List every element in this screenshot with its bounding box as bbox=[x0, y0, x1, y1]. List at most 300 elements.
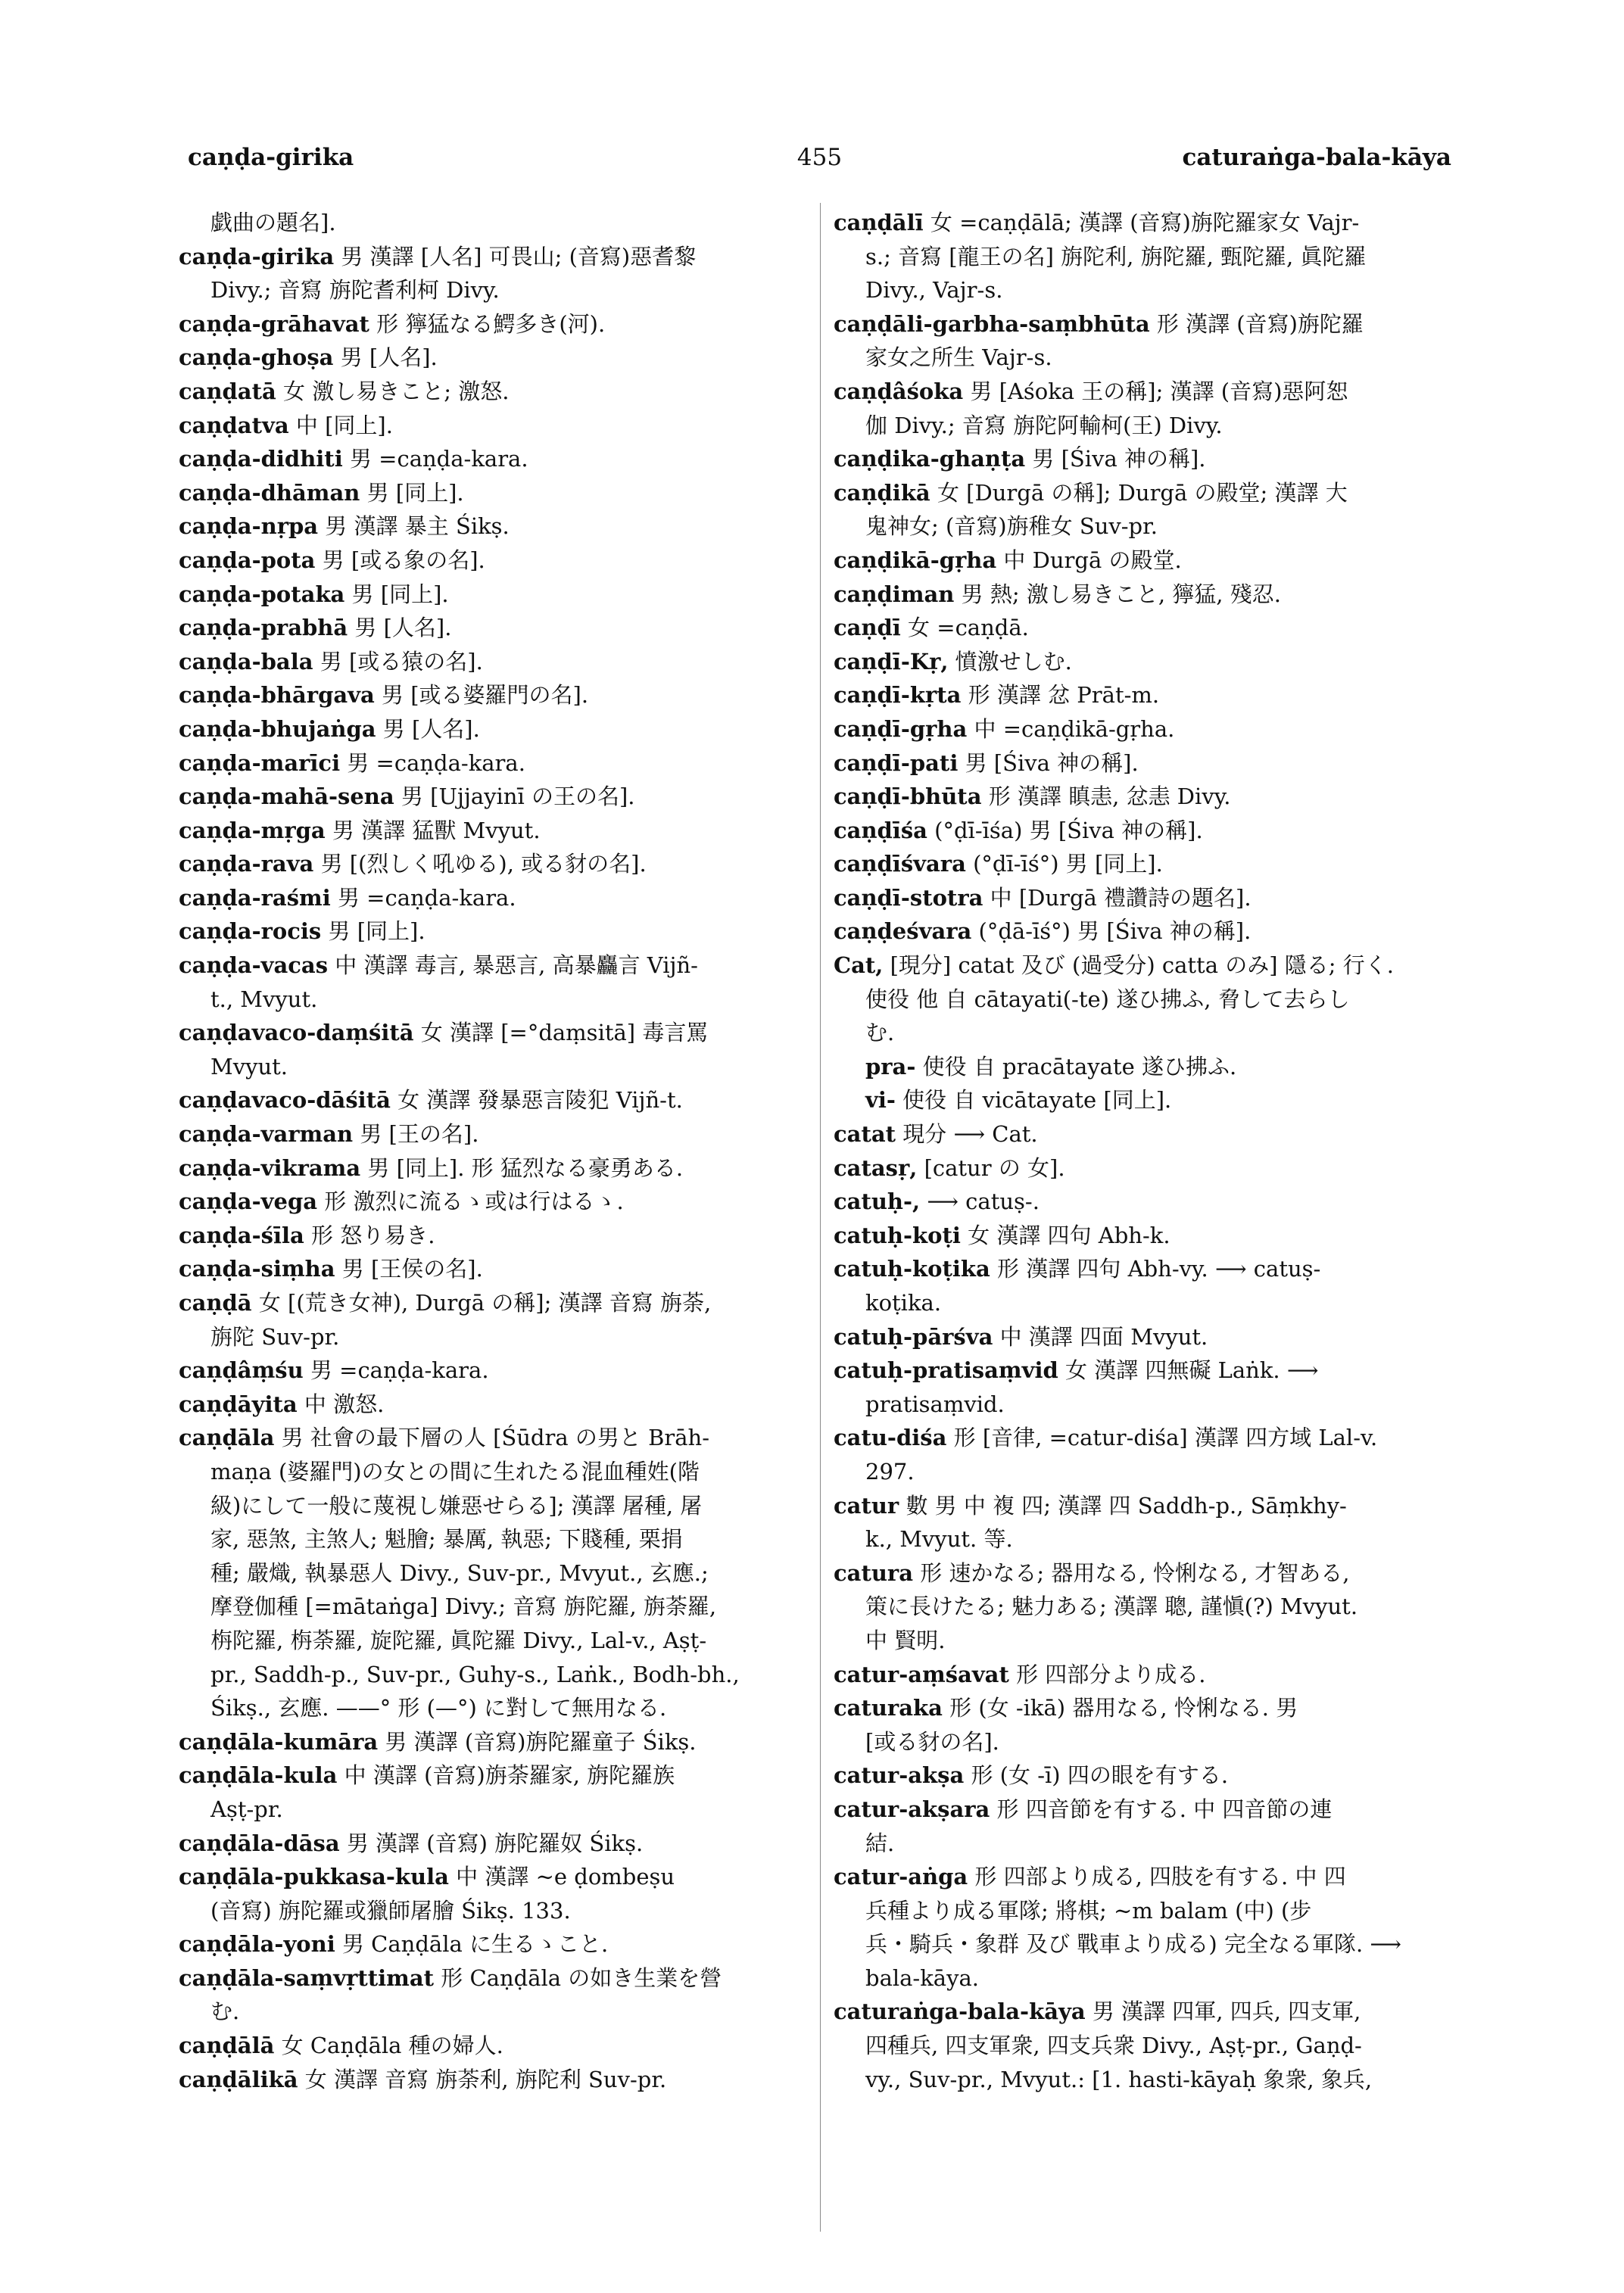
dictionary-entry bbox=[834, 814, 1454, 848]
entry-definition: 使役 自 vicātayate [同上]. bbox=[902, 1087, 1172, 1114]
entry-continuation bbox=[179, 1489, 803, 1523]
entry-definition: 女 [Durgā の稱]; Durgā の殿堂; 漢譯 大 bbox=[937, 479, 1348, 506]
entry-definition: 297. bbox=[865, 1458, 915, 1485]
dictionary-entry bbox=[834, 611, 1454, 645]
entry-headword: caṇḍavaco-dāśitā bbox=[179, 1087, 391, 1114]
entry-definition: s.; 音寫 [龍王の名] 旃陀利, 旃陀羅, 甄陀羅, 眞陀羅 bbox=[865, 243, 1367, 269]
dictionary-entry bbox=[179, 544, 803, 578]
dictionary-entry bbox=[834, 442, 1454, 476]
entry-definition: 中 [同上]. bbox=[295, 412, 393, 438]
entry-continuation bbox=[834, 1016, 1454, 1050]
dictionary-entry bbox=[179, 1827, 803, 1861]
dictionary-entry bbox=[179, 645, 803, 679]
dictionary-entry bbox=[834, 1252, 1454, 1286]
entry-definition: 男 [Śiva 神の稱]. bbox=[1032, 446, 1206, 472]
entry-headword: caṇḍa-marīci bbox=[179, 749, 341, 776]
entry-continuation bbox=[834, 1827, 1454, 1861]
header-right-guideword: caturaṅga-bala-kāya bbox=[1182, 144, 1451, 171]
entry-definition: 形 速かなる; 器用なる, 怜悧なる, 才智ある, bbox=[920, 1559, 1350, 1586]
entry-definition: 女 =caṇḍālā; 漢譯 (音寫)旃陀羅家女 Vajr- bbox=[930, 210, 1360, 235]
dictionary-entry bbox=[834, 780, 1454, 814]
dictionary-entry bbox=[179, 814, 803, 848]
entry-definition: 形 [音律, =catur-diśa] 漢譯 四方域 Lal-v. bbox=[953, 1425, 1378, 1451]
entry-definition: [catur の 女]. bbox=[924, 1154, 1065, 1181]
dictionary-entry bbox=[834, 712, 1454, 746]
entry-headword: caṇḍāla-pukkasa-kula bbox=[179, 1864, 449, 1890]
entry-definition: 男 [人名]. bbox=[340, 344, 438, 371]
entry-continuation bbox=[179, 1658, 803, 1692]
entry-headword: catu-diśa bbox=[834, 1425, 947, 1451]
dictionary-entry bbox=[834, 914, 1454, 949]
entry-definition: koṭika. bbox=[865, 1290, 942, 1316]
entry-definition: 男 [Ujjayinī の王の名]. bbox=[401, 784, 635, 810]
dictionary-entry bbox=[179, 578, 803, 612]
entry-continuation bbox=[179, 983, 803, 1017]
entry-definition: 男 漢譯 (音寫) 旃陀羅奴 Śikṣ. bbox=[346, 1830, 644, 1856]
entry-definition: 形 獰猛なる鰐多き(河). bbox=[376, 310, 606, 337]
entry-definition: [或る豺の名]. bbox=[865, 1728, 999, 1755]
dictionary-entry bbox=[179, 746, 803, 780]
entry-continuation bbox=[834, 1522, 1454, 1556]
entry-definition: む. bbox=[865, 1020, 895, 1046]
entry-continuation bbox=[834, 1455, 1454, 1489]
entry-definition: 男 [同上]. bbox=[366, 479, 464, 506]
entry-headword: caṇḍa-vega bbox=[179, 1189, 318, 1215]
entry-definition: 男 [或る象の名]. bbox=[322, 547, 485, 573]
entry-definition: vy., Suv-pr., Mvyut.: [1. hasti-kāyaḥ 象衆, 象兵, bbox=[865, 2066, 1373, 2092]
dictionary-entry bbox=[834, 949, 1454, 983]
entry-continuation bbox=[179, 1556, 803, 1590]
entry-definition: (°ḍī-īśa) 男 [Śiva 神の稱]. bbox=[934, 817, 1203, 843]
entry-headword: catasṛ, bbox=[834, 1154, 918, 1181]
dictionary-entry bbox=[834, 1219, 1454, 1253]
entry-headword: caṇḍeśvara bbox=[834, 918, 972, 945]
entry-definition: 中 漢譯 四面 Mvyut. bbox=[999, 1323, 1208, 1350]
dictionary-entry bbox=[179, 409, 803, 443]
entry-headword: caṇḍavaco-daṃśitā bbox=[179, 1020, 414, 1046]
entry-definition: 使役 他 自 cātayati(-te) 遂ひ拂ふ, 脅して去らし bbox=[865, 986, 1350, 1012]
entry-continuation bbox=[179, 1455, 803, 1489]
entry-definition: 形 漢譯 四句 Abh-vy. ⟶ catuṣ- bbox=[997, 1256, 1321, 1282]
dictionary-entry bbox=[179, 375, 803, 409]
entry-continuation bbox=[834, 1927, 1454, 1961]
entry-definition: 兵・騎兵・象群 及び 戰車より成る) 完全なる軍隊. ⟶ bbox=[865, 1931, 1401, 1958]
entry-headword: caṇḍa-girika bbox=[179, 243, 335, 269]
dictionary-entry bbox=[179, 712, 803, 746]
entry-continuation bbox=[179, 206, 803, 240]
dictionary-entry bbox=[834, 307, 1454, 341]
entry-definition: 數 男 中 複 四; 漢譯 四 Saddh-p., Sāṃkhy- bbox=[906, 1492, 1347, 1519]
entry-definition: 男 [或る婆羅門の名]. bbox=[382, 682, 589, 709]
entry-definition: t., Mvyut. bbox=[210, 986, 318, 1012]
entry-definition: 兵種より成る軍隊; 將棋; ∼m balam (中) (步 bbox=[865, 1897, 1312, 1924]
dictionary-entry bbox=[179, 1016, 803, 1050]
entry-headword: caṇḍī-Kṛ, bbox=[834, 648, 949, 675]
entry-headword: caṇḍī-stotra bbox=[834, 884, 983, 911]
dictionary-entry bbox=[179, 611, 803, 645]
entry-definition: bala-kāya. bbox=[865, 1964, 979, 1991]
entry-definition: 男 =caṇḍa-kara. bbox=[349, 446, 528, 472]
entry-headword: catur-aṅga bbox=[834, 1864, 968, 1890]
entry-continuation bbox=[834, 273, 1454, 307]
entry-continuation bbox=[834, 509, 1454, 544]
dictionary-entry bbox=[179, 914, 803, 949]
entry-headword: caṇḍa-bhujaṅga bbox=[179, 715, 376, 742]
entry-definition: 女 =caṇḍā. bbox=[908, 615, 1029, 641]
entry-headword: caṇḍāla-dāsa bbox=[179, 1830, 340, 1856]
entry-definition: 男 [(烈しく吼ゆる), 或る豺の名]. bbox=[320, 851, 647, 877]
entry-continuation bbox=[179, 1590, 803, 1624]
dictionary-entry bbox=[179, 2063, 803, 2097]
entry-definition: 中 Durgā の殿堂. bbox=[1003, 547, 1182, 573]
entry-definition: 男 =caṇḍa-kara. bbox=[337, 884, 516, 911]
dictionary-entry bbox=[179, 1117, 803, 1151]
entry-definition: Mvyut. bbox=[210, 1053, 288, 1080]
entry-definition: 使役 自 pracātayate 遂ひ拂ふ. bbox=[922, 1053, 1237, 1080]
dictionary-entry bbox=[834, 1117, 1454, 1151]
dictionary-entry bbox=[179, 1388, 803, 1422]
dictionary-entry bbox=[834, 1860, 1454, 1894]
entry-headword: catur-akṣa bbox=[834, 1762, 965, 1789]
entry-definition: 男 社會の最下層の人 [Śūdra の男と Brāh- bbox=[281, 1425, 710, 1451]
entry-definition: 伽 Divy.; 音寫 旃陀阿輸柯(王) Divy. bbox=[865, 412, 1223, 438]
dictionary-entry bbox=[179, 1759, 803, 1793]
entry-definition: 女 漢譯 發暴惡言陵犯 Vijñ-t. bbox=[397, 1087, 683, 1114]
entry-definition: 男 [人名]. bbox=[382, 715, 480, 742]
entry-headword: caturaka bbox=[834, 1695, 943, 1721]
entry-definition: 形 四部より成る, 四肢を有する. 中 四 bbox=[974, 1864, 1346, 1890]
entry-headword: caṇḍāla-yoni bbox=[179, 1931, 335, 1958]
dictionary-entry bbox=[179, 780, 803, 814]
dictionary-entry bbox=[834, 1489, 1454, 1523]
entry-definition: 中 賢明. bbox=[865, 1627, 946, 1653]
entry-definition: 憤激せしむ. bbox=[955, 648, 1072, 675]
entry-continuation bbox=[179, 1624, 803, 1658]
dictionary-entry bbox=[179, 476, 803, 510]
entry-definition: 男 [Śiva 神の稱]. bbox=[965, 749, 1139, 776]
entry-continuation bbox=[834, 341, 1454, 375]
entry-definition: 男 漢譯 四軍, 四兵, 四支軍, bbox=[1092, 1999, 1361, 2025]
entry-definition: 男 =caṇḍa-kara. bbox=[347, 749, 525, 776]
entry-definition: Śikṣ., 玄應. ——° 形 (—°) に對して無用なる. bbox=[210, 1695, 667, 1721]
dictionary-entry bbox=[179, 341, 803, 375]
entry-definition: 現分 ⟶ Cat. bbox=[902, 1121, 1038, 1148]
entry-continuation bbox=[834, 409, 1454, 443]
entry-headword: caṇḍikā bbox=[834, 479, 930, 506]
right-column bbox=[834, 206, 1454, 2096]
dictionary-entry bbox=[179, 1286, 803, 1320]
entry-headword: caṇḍika-ghaṇṭa bbox=[834, 446, 1026, 472]
entry-definition: 中 =caṇḍikā-gṛha. bbox=[974, 715, 1175, 742]
entry-headword: caṇḍa-prabhā bbox=[179, 615, 348, 641]
dictionary-entry bbox=[179, 1421, 803, 1455]
entry-headword: caṇḍālī bbox=[834, 210, 924, 235]
entry-continuation bbox=[179, 1894, 803, 1928]
entry-headword: caṇḍāla-kula bbox=[179, 1762, 338, 1789]
entry-definition: 男 [同上]. bbox=[328, 918, 425, 945]
entry-definition: Divy.; 音寫 旃陀耆利柯 Divy. bbox=[210, 277, 500, 304]
entry-definition: 男 漢譯 暴主 Śikṣ. bbox=[325, 513, 510, 540]
entry-continuation bbox=[179, 1522, 803, 1556]
entry-definition: 男 Caṇḍāla に生るゝこと. bbox=[341, 1931, 609, 1958]
dictionary-entry bbox=[834, 847, 1454, 881]
entry-headword: caṇḍālā bbox=[179, 2033, 275, 2059]
entry-headword: caṇḍa-rava bbox=[179, 851, 314, 877]
entry-headword: caṇḍīśa bbox=[834, 817, 927, 843]
entry-headword: catuḥ-koṭi bbox=[834, 1222, 961, 1248]
entry-definition: k., Mvyut. 等. bbox=[865, 1526, 1013, 1553]
entry-headword: caṇḍa-bhārgava bbox=[179, 682, 375, 709]
entry-headword: Cat, bbox=[834, 952, 884, 979]
entry-headword: caṇḍa-nṛpa bbox=[179, 513, 319, 540]
entry-definition: 形 漢譯 忿 Prāt-m. bbox=[968, 682, 1160, 709]
dictionary-entry bbox=[179, 1860, 803, 1894]
dictionary-entry bbox=[834, 881, 1454, 915]
entry-definition: む. bbox=[210, 1999, 240, 2025]
entry-definition: 種; 嚴熾, 執暴惡人 Divy., Suv-pr., Mvyut., 玄應.; bbox=[210, 1559, 709, 1586]
entry-headword: caṇḍa-ghoṣa bbox=[179, 344, 334, 371]
entry-definition: 形 怒り易き. bbox=[311, 1222, 435, 1248]
entry-headword: caṇḍâṃśu bbox=[179, 1357, 304, 1384]
dictionary-entry bbox=[179, 881, 803, 915]
header-left-guideword: caṇḍa-girika bbox=[188, 144, 354, 171]
entry-headword: caturaṅga-bala-kāya bbox=[834, 1999, 1086, 2025]
entry-definition: 中 漢譯 毒言, 暴惡言, 高暴麤言 Vijñ- bbox=[335, 952, 698, 979]
entry-definition: 女 激し易きこと; 激怒. bbox=[283, 378, 510, 404]
entry-headword: pra- bbox=[865, 1053, 916, 1080]
entry-definition: 男 [或る猿の名]. bbox=[320, 648, 483, 675]
entry-headword: catuḥ-pratisaṃvid bbox=[834, 1357, 1058, 1384]
entry-definition: 戯曲の題名]. bbox=[210, 210, 336, 235]
entry-headword: caṇḍāla bbox=[179, 1425, 275, 1451]
dictionary-entry bbox=[179, 949, 803, 983]
entry-headword: caṇḍa-mahā-sena bbox=[179, 784, 394, 810]
dictionary-entry bbox=[179, 1725, 803, 1759]
entry-definition: 鬼神女; (音寫)旃稚女 Suv-pr. bbox=[865, 513, 1158, 540]
dictionary-entry bbox=[834, 1421, 1454, 1455]
entry-definition: 形 漢譯 (音寫)旃陀羅 bbox=[1156, 310, 1364, 337]
entry-headword: caṇḍāli-garbha-saṃbhūta bbox=[834, 310, 1150, 337]
entry-definition: 男 [Aśoka 王の稱]; 漢譯 (音寫)惡阿恕 bbox=[970, 378, 1348, 404]
entry-headword: caṇḍā bbox=[179, 1290, 252, 1316]
entry-definition: pratisaṃvid. bbox=[865, 1391, 1005, 1417]
entry-definition: 形 激烈に流るゝ或は行はるゝ. bbox=[324, 1189, 624, 1215]
dictionary-entry bbox=[834, 544, 1454, 578]
dictionary-entry bbox=[179, 240, 803, 274]
entry-headword: caṇḍiman bbox=[834, 581, 955, 607]
dictionary-entry bbox=[834, 206, 1454, 240]
left-column bbox=[179, 206, 803, 2096]
dictionary-entry bbox=[834, 1151, 1454, 1185]
dictionary-entry bbox=[834, 1354, 1454, 1388]
entry-definition: 男 漢譯 [人名] 可畏山; (音寫)惡耆黎 bbox=[341, 243, 697, 269]
dictionary-entry bbox=[179, 1185, 803, 1219]
entry-continuation bbox=[834, 1725, 1454, 1759]
dictionary-entry bbox=[179, 678, 803, 712]
entry-headword: caṇḍa-potaka bbox=[179, 581, 345, 607]
entry-continuation bbox=[834, 1388, 1454, 1422]
entry-headword: caṇḍālikā bbox=[179, 2066, 298, 2092]
entry-headword: caṇḍikā-gṛha bbox=[834, 547, 997, 573]
dictionary-entry bbox=[179, 1083, 803, 1117]
dictionary-entry bbox=[834, 1185, 1454, 1219]
entry-continuation bbox=[179, 1995, 803, 2029]
entry-definition: 級)にして一般に蔑視し嫌惡せらる]; 漢譯 屠種, 屠 bbox=[210, 1492, 703, 1519]
entry-definition: 女 漢譯 音寫 旃荼利, 旃陀利 Suv-pr. bbox=[304, 2066, 667, 2092]
dictionary-entry bbox=[834, 375, 1454, 409]
entry-headword: catat bbox=[834, 1121, 896, 1148]
dictionary-entry bbox=[179, 1252, 803, 1286]
entry-definition: [現分] catat 及び (過受分) catta のみ] 隱る; 行く. bbox=[890, 952, 1394, 979]
entry-headword: catura bbox=[834, 1559, 913, 1586]
entry-definition: 家, 惡煞, 主煞人; 魁膾; 暴厲, 執惡; 下賤種, 栗捐 bbox=[210, 1526, 683, 1553]
entry-headword: catur-akṣara bbox=[834, 1796, 990, 1822]
entry-headword: caṇḍī-kṛta bbox=[834, 682, 962, 709]
entry-definition: maṇa (婆羅門)の女との間に生れたる混血種姓(階 bbox=[210, 1458, 700, 1485]
entry-headword: caṇḍī-gṛha bbox=[834, 715, 968, 742]
entry-definition: Divy., Vajr-s. bbox=[865, 277, 1003, 304]
entry-definition: 中 漢譯 ∼e ḍombeṣu bbox=[456, 1864, 675, 1890]
entry-definition: 男 =caṇḍa-kara. bbox=[310, 1357, 489, 1384]
entry-definition: 形 四部分より成る. bbox=[1016, 1661, 1206, 1687]
entry-continuation bbox=[834, 1624, 1454, 1658]
entry-definition: 中 漢譯 (音寫)旃荼羅家, 旃陀羅族 bbox=[344, 1762, 675, 1789]
entry-continuation bbox=[834, 240, 1454, 274]
entry-continuation bbox=[834, 1961, 1454, 1995]
entry-headword: caṇḍāla-saṃvṛttimat bbox=[179, 1964, 435, 1991]
entry-continuation bbox=[179, 273, 803, 307]
dictionary-entry bbox=[179, 509, 803, 544]
dictionary-entry bbox=[179, 847, 803, 881]
entry-definition: 男 [王の名]. bbox=[360, 1121, 479, 1148]
page-header bbox=[188, 135, 1451, 180]
entry-continuation bbox=[834, 1590, 1454, 1624]
entry-definition: 男 漢譯 (音寫)旃陀羅童子 Śikṣ. bbox=[385, 1728, 697, 1755]
entry-definition: ⟶ catuṣ-. bbox=[927, 1189, 1040, 1215]
entry-headword: caṇḍa-mṛga bbox=[179, 817, 326, 843]
entry-definition: 形 四音節を有する. 中 四音節の連 bbox=[996, 1796, 1333, 1822]
entry-definition: Aṣṭ-pr. bbox=[210, 1796, 283, 1822]
dictionary-entry bbox=[179, 1961, 803, 1995]
page-number: 455 bbox=[796, 144, 843, 171]
entry-definition: 中 激怒. bbox=[304, 1391, 385, 1417]
entry-definition: 結. bbox=[865, 1830, 895, 1856]
dictionary-entry bbox=[834, 678, 1454, 712]
entry-definition: 摩登伽種 [=mātaṅga] Divy.; 音寫 旃陀羅, 旃荼羅, bbox=[210, 1594, 717, 1620]
entry-headword: caṇḍa-rocis bbox=[179, 918, 322, 945]
dictionary-entry bbox=[834, 1083, 1454, 1117]
entry-definition: 策に長けたる; 魅力ある; 漢譯 聰, 謹愼(?) Mvyut. bbox=[865, 1594, 1358, 1620]
entry-definition: 男 漢譯 猛獸 Mvyut. bbox=[332, 817, 541, 843]
dictionary-entry bbox=[834, 1556, 1454, 1590]
entry-headword: catuḥ-, bbox=[834, 1189, 921, 1215]
entry-headword: caṇḍatva bbox=[179, 412, 289, 438]
dictionary-entry bbox=[179, 1219, 803, 1253]
column-divider bbox=[820, 203, 821, 2232]
entry-continuation bbox=[179, 1793, 803, 1827]
entry-definition: 形 漢譯 瞋恚, 忿恚 Divy. bbox=[988, 784, 1231, 810]
entry-definition: 男 [同上]. 形 猛烈なる豪勇ある. bbox=[367, 1154, 684, 1181]
dictionary-entry bbox=[179, 307, 803, 341]
dictionary-entry bbox=[834, 1759, 1454, 1793]
dictionary-entry bbox=[179, 442, 803, 476]
entry-headword: vi- bbox=[865, 1087, 896, 1114]
entry-headword: caṇḍa-siṃha bbox=[179, 1256, 335, 1282]
entry-definition: 女 [(荒き女神), Durgā の稱]; 漢譯 音寫 旃荼, bbox=[258, 1290, 712, 1316]
entry-continuation bbox=[179, 1691, 803, 1725]
entry-continuation bbox=[834, 1286, 1454, 1320]
entry-headword: caṇḍa-vacas bbox=[179, 952, 329, 979]
entry-definition: 女 漢譯 四無礙 Laṅk. ⟶ bbox=[1064, 1357, 1319, 1384]
entry-continuation bbox=[834, 983, 1454, 1017]
entry-definition: 女 Caṇḍāla 種の婦人. bbox=[281, 2033, 503, 2059]
dictionary-entry bbox=[834, 1793, 1454, 1827]
dictionary-entry bbox=[834, 1995, 1454, 2029]
entry-definition: 旃陀 Suv-pr. bbox=[210, 1323, 340, 1350]
entry-definition: pr., Saddh-p., Suv-pr., Guhy-s., Laṅk., Bodh-bh., bbox=[210, 1661, 740, 1687]
entry-headword: caṇḍa-pota bbox=[179, 547, 316, 573]
entry-headword: caṇḍāyita bbox=[179, 1391, 298, 1417]
entry-headword: catur bbox=[834, 1492, 899, 1519]
entry-headword: catuḥ-koṭika bbox=[834, 1256, 990, 1282]
entry-headword: caṇḍī bbox=[834, 615, 901, 641]
entry-continuation bbox=[179, 1050, 803, 1084]
entry-headword: caṇḍa-grāhavat bbox=[179, 310, 369, 337]
dictionary-entry bbox=[179, 1927, 803, 1961]
entry-definition: 男 [同上]. bbox=[351, 581, 449, 607]
entry-headword: caṇḍī-bhūta bbox=[834, 784, 982, 810]
dictionary-entry bbox=[179, 2029, 803, 2063]
entry-headword: caṇḍa-vikrama bbox=[179, 1154, 361, 1181]
entry-headword: caṇḍâśoka bbox=[834, 378, 964, 404]
entry-continuation bbox=[179, 1320, 803, 1354]
entry-definition: (°ḍī-īś°) 男 [同上]. bbox=[973, 851, 1163, 877]
entry-headword: catur-aṃśavat bbox=[834, 1661, 1009, 1687]
entry-definition: 形 (女 -ī) 四の眼を有する. bbox=[971, 1762, 1229, 1789]
entry-headword: caṇḍa-didhiti bbox=[179, 446, 343, 472]
entry-headword: caṇḍa-dhāman bbox=[179, 479, 360, 506]
entry-definition: 形 Caṇḍāla の如き生業を營 bbox=[441, 1964, 722, 1991]
entry-definition: (音寫) 旃陀羅或獵師屠膾 Śikṣ. 133. bbox=[210, 1897, 571, 1924]
entry-headword: caṇḍatā bbox=[179, 378, 276, 404]
entry-definition: 女 漢譯 四句 Abh-k. bbox=[968, 1222, 1170, 1248]
entry-definition: 女 漢譯 [=°daṃsitā] 毒言罵 bbox=[420, 1020, 709, 1046]
entry-headword: caṇḍāla-kumāra bbox=[179, 1728, 379, 1755]
dictionary-entry bbox=[834, 476, 1454, 510]
entry-headword: caṇḍīśvara bbox=[834, 851, 966, 877]
entry-headword: caṇḍa-śīla bbox=[179, 1222, 304, 1248]
entry-continuation bbox=[834, 2063, 1454, 2097]
dictionary-entry bbox=[834, 746, 1454, 780]
entry-definition: 栴陀羅, 栴荼羅, 旋陀羅, 眞陀羅 Divy., Lal-v., Aṣṭ- bbox=[210, 1627, 707, 1653]
entry-headword: caṇḍī-pati bbox=[834, 749, 959, 776]
entry-definition: 男 [人名]. bbox=[354, 615, 452, 641]
entry-definition: 男 [王侯の名]. bbox=[341, 1256, 483, 1282]
dictionary-entry bbox=[179, 1151, 803, 1185]
dictionary-entry bbox=[834, 1320, 1454, 1354]
entry-continuation bbox=[834, 1894, 1454, 1928]
entry-definition: 男 熱; 激し易きこと, 獰猛, 殘忍. bbox=[961, 581, 1281, 607]
dictionary-entry bbox=[834, 645, 1454, 679]
dictionary-entry bbox=[834, 578, 1454, 612]
entry-headword: catuḥ-pārśva bbox=[834, 1323, 993, 1350]
entry-definition: 中 [Durgā 禮讚詩の題名]. bbox=[990, 884, 1252, 911]
entry-headword: caṇḍa-raśmi bbox=[179, 884, 331, 911]
entry-definition: 四種兵, 四支軍衆, 四支兵衆 Divy., Aṣṭ-pr., Gaṇḍ- bbox=[865, 2033, 1362, 2059]
dictionary-entry bbox=[834, 1691, 1454, 1725]
entry-definition: 形 (女 -ikā) 器用なる, 怜悧なる. 男 bbox=[949, 1695, 1298, 1721]
entry-definition: 家女之所生 Vajr-s. bbox=[865, 344, 1052, 371]
